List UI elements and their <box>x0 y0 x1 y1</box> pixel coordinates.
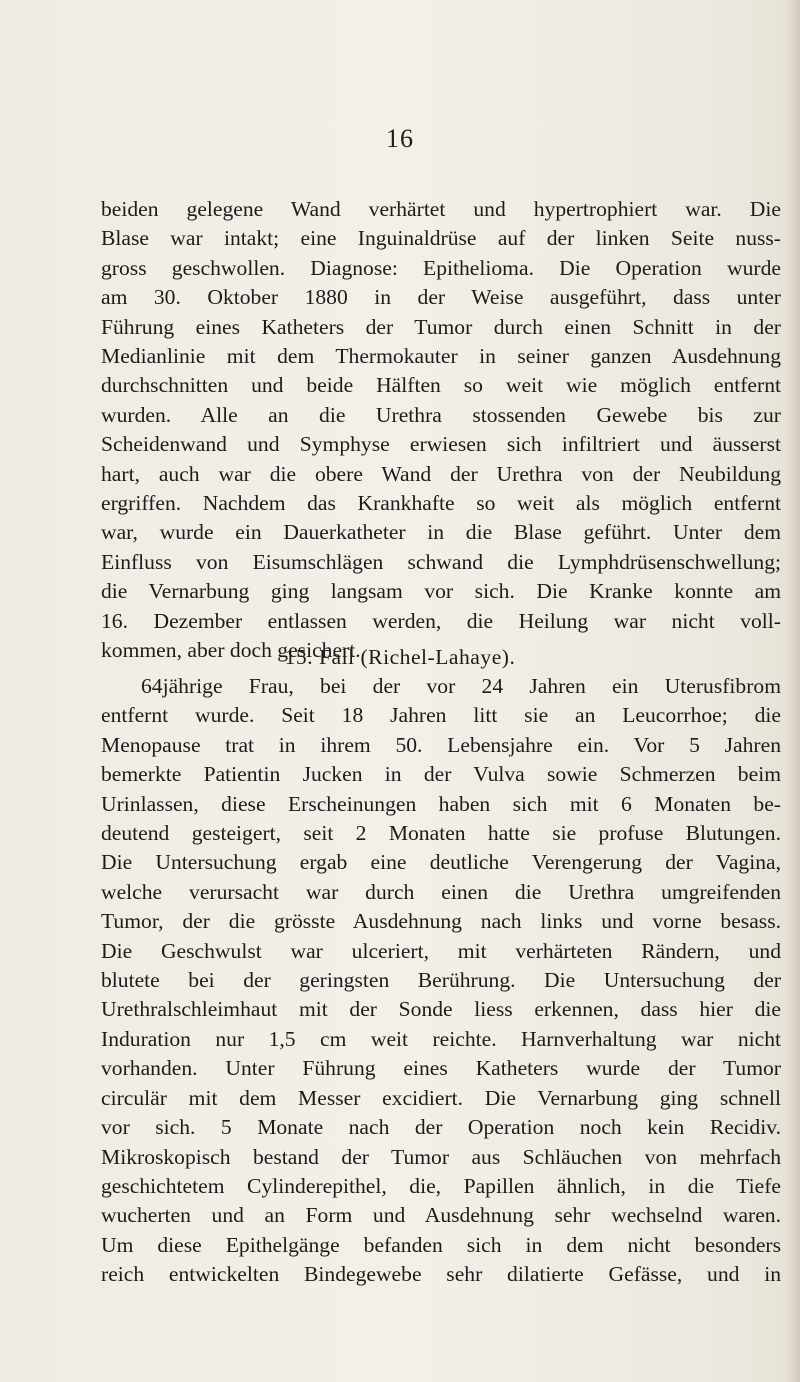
text-line: Urethralschleimhaut mit der Sonde liess erkennen, dass hier die <box>101 997 781 1022</box>
text-line: Führung eines Katheters der Tumor durch einen Schnitt in der <box>101 314 781 339</box>
text-line: die Vernarbung ging langsam vor sich. Die Kranke konnte am <box>101 579 781 604</box>
text-line: bemerkte Patientin Jucken in der Vulva sowie Schmerzen beim <box>101 762 781 787</box>
text-line: Die Geschwulst war ulceriert, mit verhärteten Rändern, und <box>101 938 781 963</box>
text-line: wurden. Alle an die Urethra stossenden Gewebe bis zur <box>101 402 781 427</box>
text-line: geschichtetem Cylinderepithel, die, Papillen ähnlich, in die Tiefe <box>101 1173 781 1198</box>
text-line: gross geschwollen. Diagnose: Epithelioma. Die Operation wurde <box>101 255 781 280</box>
page-edge-shadow <box>786 0 800 1382</box>
text-line: Um diese Epithelgänge befanden sich in dem nicht besonders <box>101 1232 781 1257</box>
text-line: Einfluss von Eisumschlägen schwand die Lymphdrüsenschwellung; <box>101 549 781 574</box>
text-line: beiden gelegene Wand verhärtet und hypertrophiert war. Die <box>101 197 781 221</box>
text-line: deutend gesteigert, seit 2 Monaten hatte sie profuse Blutungen. <box>101 821 781 846</box>
text-line: circulär mit dem Messer excidiert. Die Vernarbung ging schnell <box>101 1085 781 1110</box>
text-line: hart, auch war die obere Wand der Urethra von der Neubildung <box>101 461 781 486</box>
text-line: welche verursacht war durch einen die Urethra umgreifenden <box>101 879 781 904</box>
text-line: Tumor, der die grösste Ausdehnung nach links und vorne besass. <box>101 909 781 934</box>
text-line: wucherten und an Form und Ausdehnung sehr wechselnd waren. <box>101 1203 781 1228</box>
text-line: war, wurde ein Dauerkatheter in die Blase geführt. Unter dem <box>101 520 781 545</box>
text-line: 16. Dezember entlassen werden, die Heilung war nicht voll- <box>101 608 781 633</box>
text-line: Medianlinie mit dem Thermokauter in seiner ganzen Ausdehnung <box>101 344 781 369</box>
text-line: kommen, aber doch gesichert. <box>101 638 361 663</box>
text-line: am 30. Oktober 1880 in der Weise ausgeführt, dass unter <box>101 285 781 310</box>
text-line: entfernt wurde. Seit 18 Jahren litt sie an Leucorrhoe; die <box>101 703 781 728</box>
text-line: vorhanden. Unter Führung eines Katheters wurde der Tumor <box>101 1056 781 1081</box>
text-line: Mikroskopisch bestand der Tumor aus Schläuchen von mehrfach <box>101 1144 781 1169</box>
paragraph-case-15 <box>101 672 781 1290</box>
page-number: 16 <box>386 124 414 153</box>
text-line: Scheidenwand und Symphyse erwiesen sich infiltriert und äusserst <box>101 432 781 457</box>
paragraph-case-14-continuation <box>101 195 781 666</box>
text-line: Induration nur 1,5 cm weit reichte. Harnverhaltung war nicht <box>101 1026 781 1051</box>
text-line: Urinlassen, diese Erscheinungen haben sich mit 6 Monaten be- <box>101 791 781 816</box>
text-line: Menopause trat in ihrem 50. Lebensjahre ein. Vor 5 Jahren <box>101 732 781 757</box>
text-line: Die Untersuchung ergab eine deutliche Verengerung der Vagina, <box>101 850 781 875</box>
text-line: blutete bei der geringsten Berührung. Die Untersuchung der <box>101 968 781 993</box>
case-heading: 15. Fall (Richel-Lahaye). <box>284 645 516 669</box>
text-line: reich entwickelten Bindegewebe sehr dilatierte Gefässe, und in <box>101 1262 781 1287</box>
text-line: 64jährige Frau, bei der vor 24 Jahren ein Uterusfibrom <box>141 674 781 698</box>
text-line: ergriffen. Nachdem das Krankhafte so weit als möglich entfernt <box>101 491 781 516</box>
text-line: vor sich. 5 Monate nach der Operation noch kein Recidiv. <box>101 1115 781 1140</box>
text-line: durchschnitten und beide Hälften so weit wie möglich entfernt <box>101 373 781 398</box>
text-line: Blase war intakt; eine Inguinaldrüse auf der linken Seite nuss- <box>101 226 781 251</box>
